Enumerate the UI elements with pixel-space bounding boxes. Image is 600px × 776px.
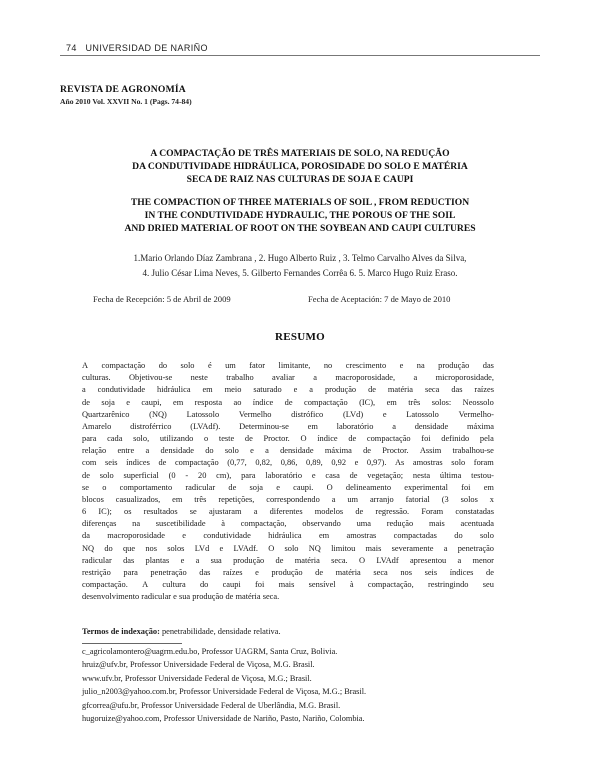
abstract-line: blocos casualizados, em três repetições, correspondendo a um arranjo fatorial (3 solos x [82, 494, 494, 504]
abstract-line: A compactação do solo é um fator limitante, no crescimento e na produção das [82, 361, 494, 370]
abstract-body [82, 360, 494, 603]
author-line: 4. Julio César Lima Neves, 5. Gilberto Fernandes Corrêa 6. 5. Marco Hugo Ruiz Eraso. [142, 268, 458, 278]
abstract-line: para cada solo, utilizando o teste de Proctor. O índice de compactação foi definido pela [82, 434, 494, 444]
page-number: 74 [66, 43, 77, 53]
abstract-line: a condutividade hidráulica em meio saturado e a produção de matéria seca das raízes [82, 385, 494, 395]
footnote: hruiz@ufv.br, Professor Universidade Federal de Viçosa, M.G. Brasil. [82, 660, 315, 670]
footnote: julio_n2003@yahoo.com.br, Professor Universidade Federal de Viçosa, M.G.; Brasil. [82, 687, 367, 697]
abstract-heading: RESUMO [274, 331, 326, 343]
running-header [66, 43, 208, 53]
abstract-line: Quartzarênico (NQ) Latossolo Vermelho distrófico (LVd) e Latossolo Vermelho- [82, 409, 494, 419]
index-terms-text: penetrabilidade, densidade relativa. [159, 627, 281, 636]
footnotes [82, 645, 366, 725]
footnote: www.ufv.br, Professor Universidade Federal de Viçosa, M.G.; Brasil. [82, 673, 312, 683]
index-terms [82, 627, 281, 636]
title-line: AND DRIED MATERIAL OF ROOT ON THE SOYBEAN AND CAUPI CULTURES [124, 223, 476, 234]
running-title: UNIVERSIDAD DE NARIÑO [85, 43, 208, 53]
abstract-line: da macroporosidade e condutividade hidráulica em amostras compactadas do solo [82, 531, 494, 541]
title-line: THE COMPACTION OF THREE MATERIALS OF SOIL , FROM REDUCTION [130, 197, 470, 208]
abstract-line: 6 IC); os resultados se ajustaram a diferentes modelos de regressão. Foram constatadas [82, 507, 494, 517]
abstract-line: desenvolvimento radicular e sua produção de matéria seca. [82, 592, 280, 602]
title-english [60, 196, 540, 235]
footnote: hugoruize@yahoo.com, Professor Universidade de Nariño, Pasto, Nariño, Colombia. [82, 714, 365, 724]
journal-issue: Año 2010 Vol. XXVII No. 1 (Pags. 74-84) [60, 97, 192, 106]
footnote-rule [82, 643, 182, 644]
title-line: A COMPACTAÇÃO DE TRÊS MATERIAIS DE SOLO, NA REDUÇÃO [150, 148, 450, 159]
abstract-line: compactação. A cultura do caupi foi mais sensível à compactação, restringindo seu [82, 580, 494, 590]
abstract-line: radicular das plantas e a sua produção de matéria seca. O LVAdf apresentou a menor [82, 555, 494, 565]
header-rule [60, 55, 540, 56]
footnote: c_agricolamontero@uagrm.edu.bo, Professor UAGRM, Santa Cruz, Bolivia. [82, 647, 338, 656]
abstract-line: Amarelo distroférrico (LVAdf). Determinou-se em laboratório a densidade máxima [82, 421, 494, 431]
abstract-line: de solo superficial (0 - 20 cm), para laboratório e casa de vegetação; nesta última testou- [82, 470, 494, 480]
abstract-line: culturas. Objetivou-se neste trabalho avaliar a macroporosidade, a microporosidade, [82, 373, 494, 383]
title-portuguese [60, 147, 540, 186]
abstract-line: NQ do que nos solos LVd e LVAdf. O solo NQ limitou mais severamente a penetração [82, 543, 494, 553]
abstract-line: de soja e caupi, em resposta ao índice de compactação (IC), em três solos: Neossolo [82, 397, 494, 407]
author-list [60, 251, 540, 281]
index-terms-label: Termos de indexação: [82, 627, 160, 636]
abstract-line: com seis índices de compactação (0,77, 0,82, 0,86, 0,89, 0,92 e 0,97). As amostras solo foram [82, 458, 494, 468]
footnote: gfcorrea@ufu.br, Professor Universidade Federal de Uberlândia, M.G. Brasil. [82, 700, 341, 710]
author-line: 1.Mario Orlando Díaz Zambrana , 2. Hugo Alberto Ruiz , 3. Telmo Carvalho Alves da Silva, [133, 253, 467, 263]
abstract-line: relação entre a densidade do solo e a densidade máxima de Proctor. Assim trabalhou-se [82, 446, 494, 456]
journal-name: REVISTA DE AGRONOMÍA [60, 84, 186, 95]
abstract-line: se o comportamento radicular de soja e caupi. O delineamento experimental foi em [82, 482, 494, 492]
title-line: IN THE CONDUTIVIDADE HYDRAULIC, THE POROUS OF THE SOIL [144, 210, 456, 221]
abstract-line: diferenças na suscetibilidade à compactação, observando uma redução mais acentuada [82, 519, 494, 529]
received-date: Fecha de Recepción: 5 de Abril de 2009 [93, 294, 231, 304]
title-line: DA CONDUTIVIDADE HIDRÁULICA, POROSIDADE DO SOLO E MATÉRIA [132, 161, 468, 172]
accepted-date: Fecha de Aceptación: 7 de Mayo de 2010 [308, 294, 451, 304]
title-line: SECA DE RAIZ NAS CULTURAS DE SOJA E CAUPI [186, 174, 414, 185]
abstract-line: restrição para penetração das raízes e produção de matéria seca nos seis índices de [82, 567, 494, 577]
